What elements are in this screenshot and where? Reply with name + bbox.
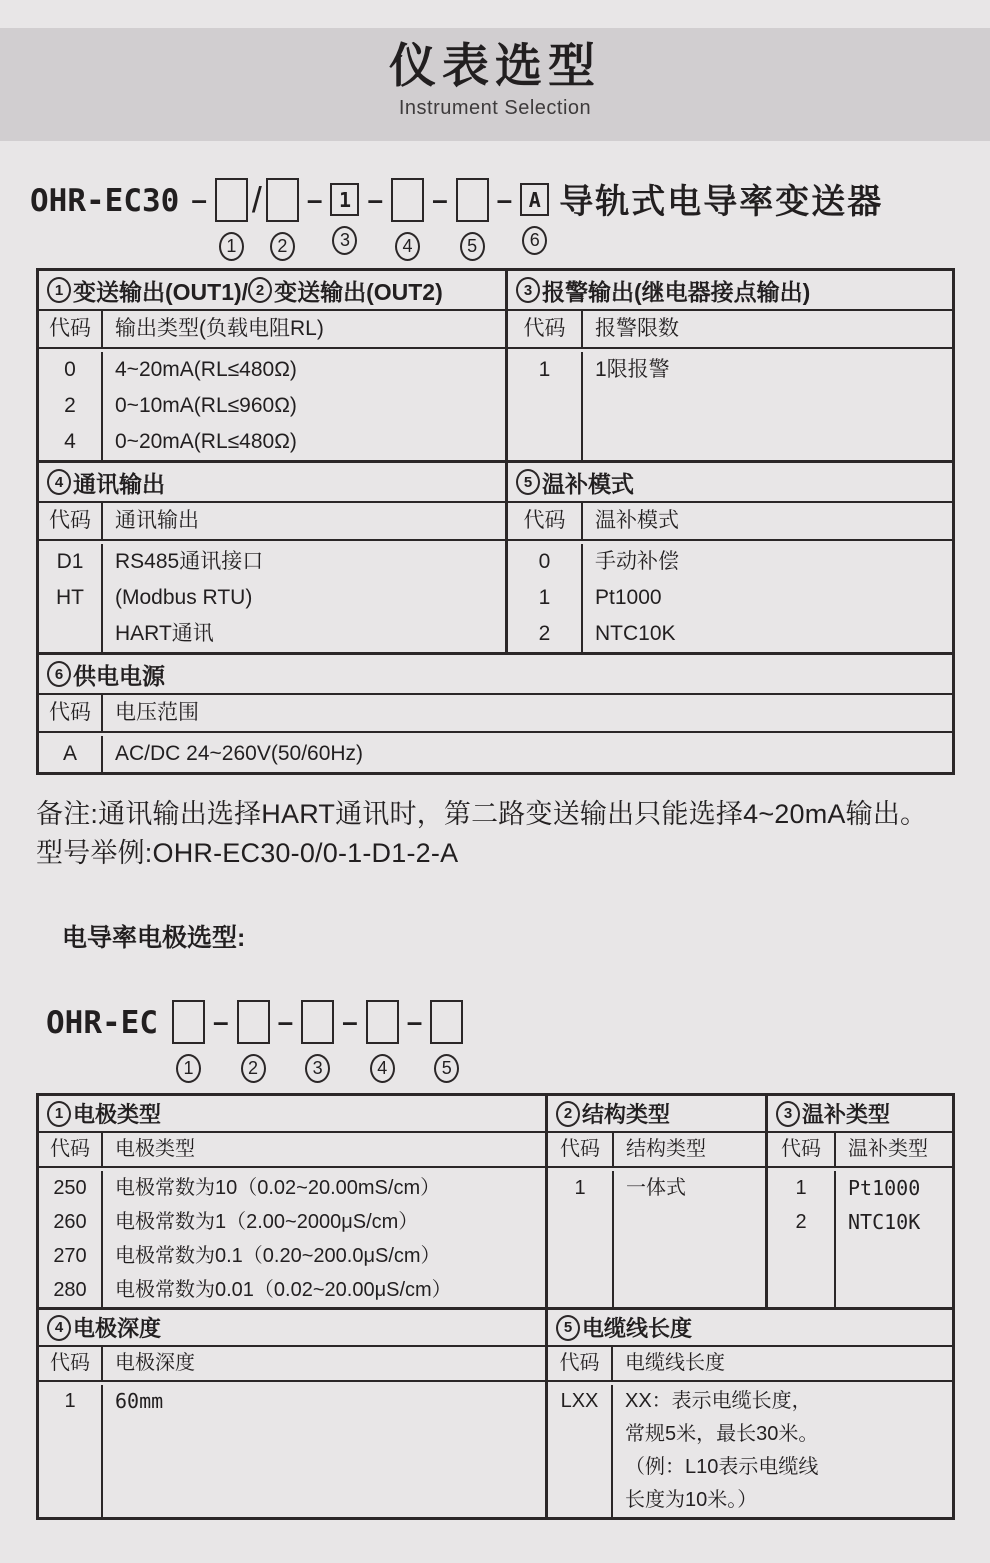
column-headers [39, 503, 505, 541]
desc-cell: 手动补偿 [595, 550, 679, 573]
circled-number-icon: 5 [516, 469, 540, 495]
code-cell: HT [56, 586, 84, 609]
model-prefix: OHR-EC30 [30, 183, 180, 219]
circled-number-icon: 6 [47, 661, 71, 687]
section-title [548, 1096, 765, 1133]
dash-separator: – [212, 1006, 229, 1037]
column-headers [548, 1347, 952, 1382]
code-cells [508, 544, 583, 652]
column-header-desc: 通讯输出 [115, 509, 199, 532]
column-header-desc: 输出类型(负载电阻RL) [115, 317, 324, 340]
code-cell: 250 [53, 1177, 87, 1199]
section-title-text: 变送输出(OUT1)/ [73, 278, 249, 305]
section-electrode-depth [39, 1310, 545, 1517]
section-title [39, 271, 505, 311]
section-body [548, 1168, 765, 1307]
circled-number-icon: 4 [47, 1315, 71, 1341]
position-number-circle: 1 [176, 1054, 201, 1083]
section-cable-length [545, 1310, 952, 1517]
model-position-5 [430, 1000, 463, 1083]
note-example-line: 型号举例:OHR-EC30-0/0-1-D1-2-A [36, 838, 459, 868]
section-title [508, 271, 952, 311]
model-position-1 [215, 178, 248, 261]
desc-cell: 1限报警 [595, 358, 670, 381]
code-cells [548, 1385, 613, 1517]
column-header-desc: 结构类型 [626, 1138, 706, 1160]
electrode-selection-heading: 电导率电极选型: [62, 924, 246, 952]
section-body [768, 1168, 952, 1307]
column-header-code: 代码 [508, 503, 583, 539]
column-header-desc: 电压范围 [115, 701, 199, 724]
dash-separator: – [432, 184, 448, 215]
position-number-circle: 6 [522, 226, 547, 255]
circled-number-icon: 1 [47, 277, 71, 303]
code-cell: 4 [64, 430, 76, 453]
circled-number-icon: 3 [776, 1101, 800, 1127]
section-body [39, 733, 952, 772]
note-line: 备注:通讯输出选择HART通讯时，第二路变送输出只能选择4~20mA输出。 [36, 799, 928, 829]
section-body [39, 1168, 545, 1307]
dash-separator: – [191, 184, 207, 215]
dash-separator: – [496, 184, 513, 215]
column-headers [768, 1133, 952, 1168]
code-cells [508, 352, 583, 460]
page-title: 仪表选型 [389, 39, 601, 92]
code-cell: D1 [56, 550, 84, 573]
section-title [39, 1096, 545, 1133]
column-header-desc: 温补类型 [848, 1138, 928, 1160]
position-number-circle: 1 [219, 232, 244, 261]
page-banner [0, 28, 990, 141]
model-code-box [391, 178, 424, 222]
section-title [548, 1310, 952, 1347]
desc-cell: (Modbus RTU) [115, 586, 253, 609]
model-code-box [456, 178, 489, 222]
column-headers [508, 503, 952, 541]
column-headers [39, 695, 952, 733]
model-code-box: A [520, 183, 549, 216]
section-body [508, 349, 952, 460]
position-number-circle: 5 [460, 232, 485, 261]
code-cells [39, 1171, 103, 1307]
desc-cell: XX：表示电缆长度， [625, 1390, 812, 1412]
section-title-text: 电极类型 [73, 1102, 162, 1127]
column-headers [39, 311, 505, 349]
desc-cell: 一体式 [626, 1177, 686, 1199]
desc-cell: Pt1000 [595, 586, 662, 609]
section-title-text: 电极深度 [73, 1316, 162, 1341]
column-header-code: 代码 [39, 1133, 103, 1166]
desc-cell: 60mm [115, 1389, 164, 1413]
desc-cell: HART通讯 [115, 622, 214, 645]
column-header-desc: 温补模式 [595, 509, 679, 532]
section-title [39, 1310, 545, 1347]
code-cell: 0 [538, 550, 551, 573]
position-number-circle: 2 [241, 1054, 266, 1083]
section-body [39, 541, 505, 652]
section-title [508, 463, 952, 503]
desc-cell: 电极常数为0.1（0.20~200.0μS/cm） [115, 1245, 441, 1267]
code-cell: 2 [538, 622, 551, 645]
model-position-4 [391, 178, 424, 261]
code-cell: LXX [560, 1390, 599, 1412]
section-body [508, 541, 952, 652]
section-structure-type [545, 1096, 765, 1307]
table-transmitter-selection [36, 268, 955, 775]
position-number-circle: 5 [434, 1054, 459, 1083]
circled-number-icon: 1 [47, 1101, 71, 1127]
desc-cells [583, 544, 952, 652]
model-position-3 [330, 178, 359, 255]
column-header-code: 代码 [39, 1347, 103, 1380]
table-electrode-selection [36, 1093, 955, 1520]
model-position-4 [366, 1000, 399, 1083]
code-cell: 1 [538, 586, 551, 609]
notes-block [36, 795, 927, 873]
section-power-supply [39, 655, 952, 772]
column-header-code: 代码 [548, 1347, 613, 1380]
desc-cell: NTC10K [595, 622, 676, 645]
desc-cell: 4~20mA(RL≤480Ω) [115, 358, 297, 381]
desc-cell: 长度为10米。） [625, 1489, 758, 1511]
section-title [39, 655, 952, 695]
desc-cells [103, 736, 952, 772]
slash-separator: / [251, 179, 262, 220]
model-position-5 [456, 178, 489, 261]
circled-number-icon: 3 [516, 277, 540, 303]
code-cell: 1 [574, 1177, 586, 1199]
section-title-text: 温补模式 [542, 470, 634, 497]
desc-cell: 电极常数为0.01（0.02~20.00μS/cm） [115, 1279, 452, 1301]
desc-cells [613, 1385, 952, 1517]
model-code-box [237, 1000, 270, 1044]
code-cell: 0 [64, 358, 76, 381]
desc-cell: NTC10K [848, 1210, 921, 1234]
column-headers [548, 1133, 765, 1168]
section-comm-output [39, 463, 505, 652]
code-cell: 1 [64, 1390, 76, 1412]
section-title-text: 变送输出(OUT2) [274, 278, 443, 305]
column-headers [39, 1133, 545, 1168]
code-cells [39, 1385, 103, 1517]
column-header-code: 代码 [768, 1133, 836, 1166]
position-number-circle: 4 [370, 1054, 395, 1083]
column-headers [39, 1347, 545, 1382]
section-title-text: 温补类型 [802, 1102, 891, 1127]
column-headers [508, 311, 952, 349]
desc-cell: 电极常数为1（2.00~2000μS/cm） [115, 1211, 419, 1233]
code-cell: 280 [53, 1279, 87, 1301]
desc-cell: RS485通讯接口 [115, 550, 264, 573]
column-header-desc: 电极深度 [115, 1352, 195, 1374]
page-subtitle: Instrument Selection [398, 97, 592, 119]
desc-cell: 0~10mA(RL≤960Ω) [115, 394, 297, 417]
column-header-code: 代码 [39, 311, 103, 347]
section-body [39, 349, 505, 460]
model-code-box [215, 178, 248, 222]
circled-number-icon: 4 [47, 469, 71, 495]
code-cells [39, 544, 103, 652]
desc-cell: 电极常数为10（0.02~20.00mS/cm） [115, 1177, 441, 1199]
desc-cells [614, 1171, 765, 1307]
section-title-text: 通讯输出 [73, 470, 165, 497]
position-number-circle: 3 [332, 226, 357, 255]
section-title-text: 结构类型 [582, 1102, 671, 1127]
circled-number-icon: 2 [556, 1101, 580, 1127]
section-title [39, 463, 505, 503]
desc-cell: 0~20mA(RL≤480Ω) [115, 430, 297, 453]
section-title-text: 报警输出(继电器接点输出) [542, 278, 811, 305]
code-cell: 2 [64, 394, 76, 417]
code-cell: 1 [538, 358, 551, 381]
code-cell: 2 [795, 1211, 807, 1233]
section-temp-comp-mode [505, 463, 952, 652]
desc-cells [583, 352, 952, 460]
model-position-3 [301, 1000, 334, 1083]
circled-number-icon: 5 [556, 1315, 580, 1341]
position-number-circle: 3 [305, 1054, 330, 1083]
section-title [768, 1096, 952, 1133]
section-alarm-output [505, 271, 952, 460]
code-cells [768, 1171, 836, 1307]
position-number-circle: 2 [270, 232, 295, 261]
dash-separator: – [342, 1006, 358, 1037]
circled-number-icon: 2 [248, 277, 272, 303]
model-code-box: 1 [330, 183, 359, 216]
model-code-box [366, 1000, 399, 1044]
code-cell: 270 [53, 1245, 87, 1267]
model-position-1 [172, 1000, 205, 1083]
dash-separator: – [277, 1006, 294, 1037]
desc-cells [103, 352, 505, 460]
model-position-6 [520, 178, 549, 255]
desc-cell: （例：L10表示电缆线 [625, 1456, 819, 1478]
dash-separator: – [367, 184, 384, 215]
model-position-2 [237, 1000, 270, 1083]
code-cells [548, 1171, 614, 1307]
code-cells [39, 352, 103, 460]
position-number-circle: 4 [395, 232, 420, 261]
section-transmit-output [39, 271, 505, 460]
desc-cells [103, 1385, 545, 1517]
section-title-text: 电缆线长度 [582, 1316, 693, 1341]
column-header-code: 代码 [548, 1133, 614, 1166]
model-code-diagram-transmitter [30, 178, 883, 261]
desc-cells [103, 1171, 545, 1307]
section-body [548, 1382, 952, 1517]
desc-cell: AC/DC 24~260V(50/60Hz) [115, 742, 364, 765]
desc-cells [103, 544, 505, 652]
dash-separator: – [306, 184, 323, 215]
model-prefix: OHR-EC [46, 1005, 158, 1041]
column-header-desc: 报警限数 [595, 317, 679, 340]
code-cell: 260 [53, 1211, 87, 1233]
model-code-box [266, 178, 299, 222]
model-code-box [430, 1000, 463, 1044]
column-header-desc: 电缆线长度 [625, 1352, 725, 1374]
model-code-box [172, 1000, 205, 1044]
code-cell: 1 [795, 1177, 807, 1199]
column-header-desc: 电极类型 [115, 1138, 195, 1160]
desc-cell: 常规5米，最长30米。 [625, 1423, 819, 1445]
code-cells [39, 736, 103, 772]
model-position-2 [266, 178, 299, 261]
column-header-code: 代码 [39, 695, 103, 731]
desc-cells [836, 1171, 952, 1307]
section-title-text: 供电电源 [73, 662, 165, 689]
dash-separator: – [406, 1006, 423, 1037]
product-name: 导轨式电导率变送器 [559, 183, 884, 221]
model-code-box [301, 1000, 334, 1044]
column-header-code: 代码 [508, 311, 583, 347]
desc-cell: Pt1000 [848, 1176, 921, 1200]
column-header-code: 代码 [39, 503, 103, 539]
section-temp-comp-type [765, 1096, 952, 1307]
section-electrode-type [39, 1096, 545, 1307]
section-body [39, 1382, 545, 1517]
code-cell: A [62, 742, 77, 765]
model-code-diagram-electrode [46, 1000, 463, 1083]
